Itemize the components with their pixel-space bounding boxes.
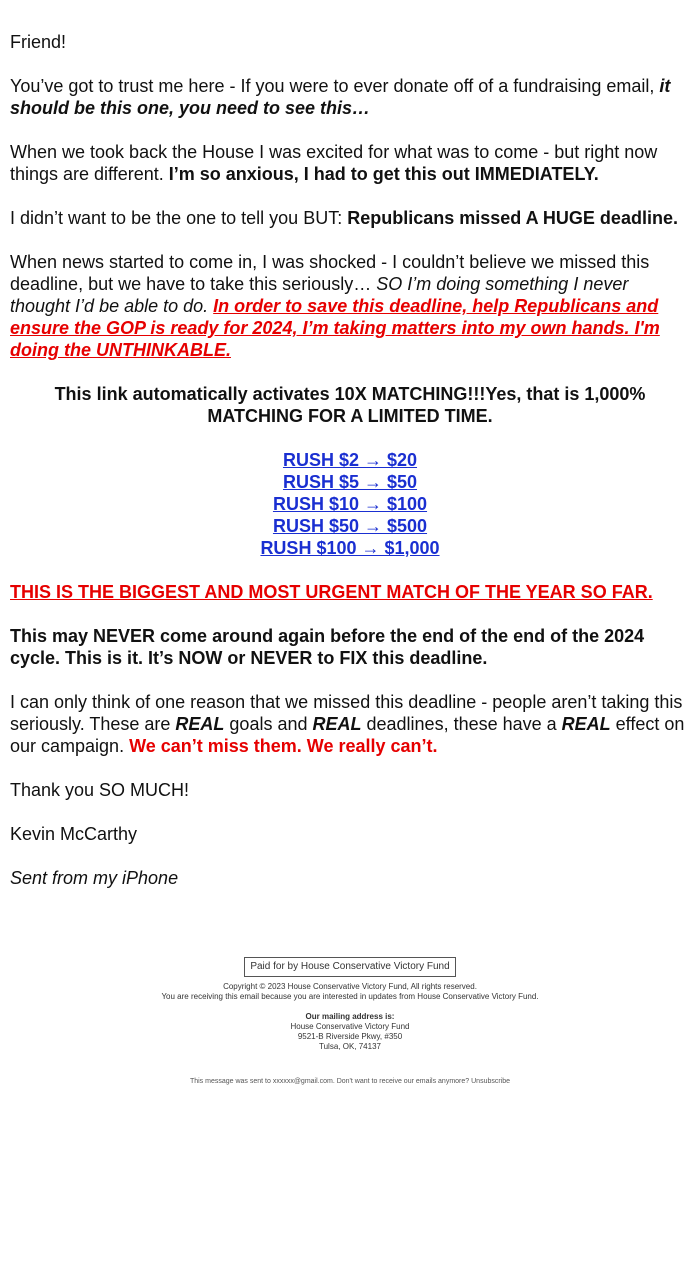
urgent-notice	[10, 581, 690, 603]
donate-link-5[interactable]: RUSH $5 → $50	[282, 472, 418, 492]
italic-text: SO I’m doing something I never thought I’d be able to do.	[10, 274, 629, 316]
receiving-text: You are receiving this email because you are interested in updates from House Conservative Victory Fund.	[161, 992, 539, 1001]
urgent-link[interactable]: THIS IS THE BIGGEST AND MOST URGENT MATCH OF THE YEAR SO FAR.	[10, 582, 653, 602]
address-line: Tulsa, OK, 74137	[319, 1042, 381, 1051]
unsubscribe-link[interactable]: Unsubscribe	[471, 1078, 511, 1085]
email-body	[10, 31, 690, 911]
unsubscribe-line	[0, 1077, 700, 1086]
donate-link-10[interactable]: RUSH $10 → $100	[272, 494, 428, 514]
sent-from: Sent from my iPhone	[10, 868, 179, 888]
donate-links	[10, 449, 690, 559]
real-emphasis: REAL	[561, 714, 611, 734]
paragraph-deadline	[10, 207, 690, 229]
paragraph-text: I can only think of one reason that we missed this deadline - people aren’t taking this seriously. These are	[10, 692, 683, 734]
paragraph-text: effect on our campaign.	[10, 714, 685, 756]
bold-text: Republicans missed A HUGE deadline.	[347, 208, 678, 228]
emphasis-text: it should be this one, you need to see this…	[10, 76, 671, 118]
greeting: Friend!	[10, 32, 67, 52]
paragraph-reason	[10, 691, 690, 757]
donate-link-50[interactable]: RUSH $50 → $500	[272, 516, 428, 536]
paid-for-box: Paid for by House Conservative Victory Fund	[244, 957, 455, 977]
address-line: House Conservative Victory Fund	[290, 1022, 410, 1031]
signature: Kevin McCarthy	[10, 824, 138, 844]
sent-to-text: This message was sent to xxxxxx@gmail.com. Don't want to receive our emails anymore?	[189, 1078, 470, 1085]
paragraph-text: When news started to come in, I was shocked - I couldn’t believe we missed this deadline, but we have to take this seriously…	[10, 252, 650, 294]
paragraph-text: When we took back the House I was excited for what was to come - but right now things are different.	[10, 142, 658, 184]
real-emphasis: REAL	[312, 714, 362, 734]
paragraph-text: deadlines, these have a	[361, 714, 562, 734]
thanks-text: Thank you SO MUCH!	[10, 780, 190, 800]
unthinkable-link[interactable]: In order to save this deadline, help Republicans and ensure the GOP is ready for 2024, I’m taking matters into my own hands. I'm doing the UNTHINKABLE.	[10, 296, 660, 360]
donate-link-100[interactable]: RUSH $100 → $1,000	[260, 538, 440, 558]
mailing-heading: Our mailing address is:	[305, 1012, 395, 1021]
donate-link-2[interactable]: RUSH $2 → $20	[282, 450, 418, 470]
paragraph-house	[10, 141, 690, 185]
paragraph-text: goals and	[224, 714, 313, 734]
paragraph-trust	[10, 75, 690, 119]
paragraph-text: I didn’t want to be the one to tell you BUT:	[10, 208, 348, 228]
red-bold-text: We can’t miss them. We really can’t.	[129, 736, 438, 756]
email-footer	[0, 956, 700, 1052]
copyright-text: Copyright © 2023 House Conservative Victory Fund, All rights reserved.	[223, 982, 477, 991]
bold-text: I’m so anxious, I had to get this out IMMEDIATELY.	[168, 164, 599, 184]
address-line: 9521-B Riverside Pkwy, #350	[297, 1032, 403, 1041]
real-emphasis: REAL	[175, 714, 225, 734]
never-text: This may NEVER come around again before the end of the end of the 2024 cycle. This is it. It’s NOW or NEVER to FIX this deadline.	[10, 626, 645, 668]
matching-text: This link automatically activates 10X MATCHING!!!Yes, that is 1,000% MATCHING FOR A LIMITED TIME.	[54, 384, 646, 426]
paragraph-news	[10, 251, 690, 361]
paragraph-text: You’ve got to trust me here - If you were to ever donate off of a fundraising email,	[10, 76, 660, 96]
